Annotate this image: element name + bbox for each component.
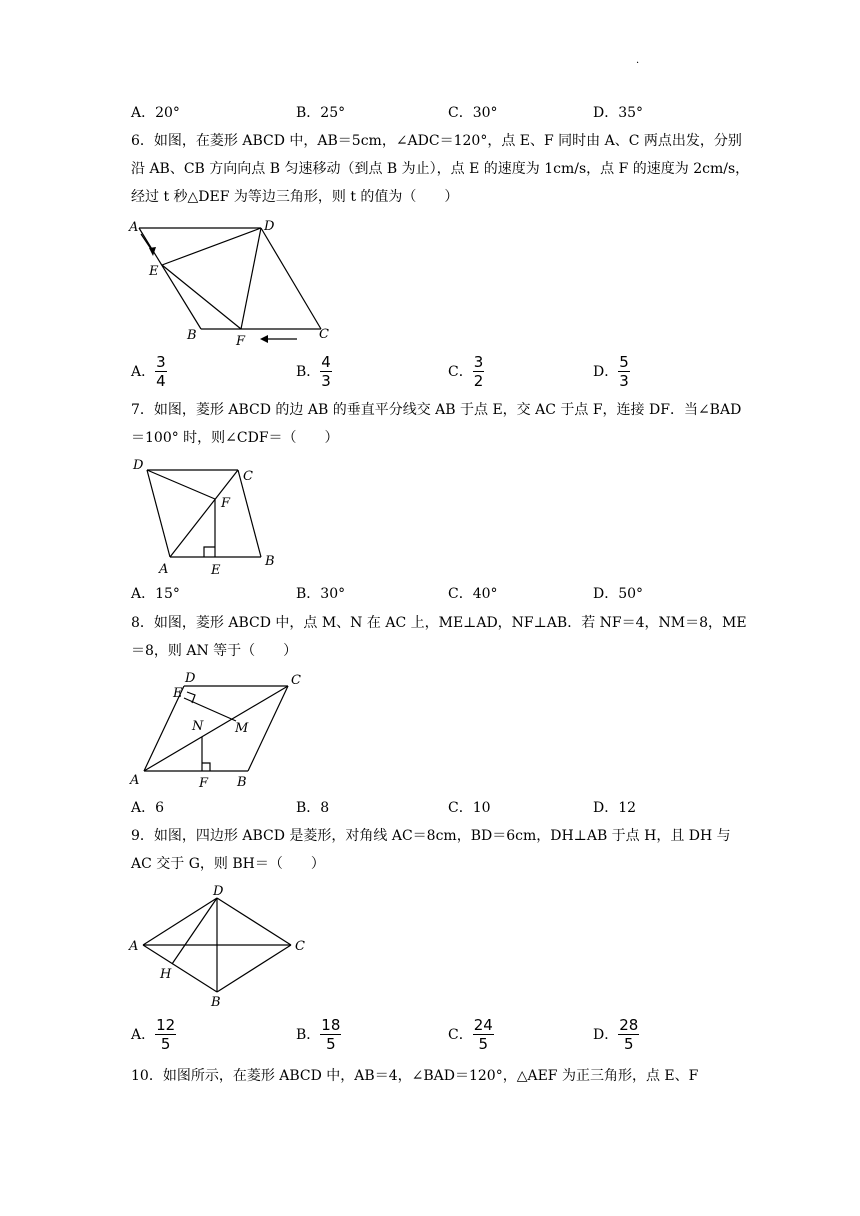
q8-label-m: M xyxy=(235,721,249,736)
q7-label-e: E xyxy=(211,563,221,578)
q9-option-c: C． $\frac{24}{5}$ xyxy=(448,1016,493,1053)
q6-label-d: D xyxy=(264,219,275,234)
q8-line-1: 8．如图，菱形 ABCD 中，点 M、N 在 AC 上，ME⊥AD，NF⊥AB．若 NF＝4，NM＝8，ME xyxy=(131,615,747,631)
q8-option-c: C．10 xyxy=(448,800,491,816)
q7-option-d: D．50° xyxy=(593,586,644,602)
q7-figure xyxy=(125,455,290,580)
q10-line-1: 10．如图所示，在菱形 ABCD 中，AB＝4，∠BAD＝120°，△AEF 为正三角形，点 E、F xyxy=(131,1068,699,1084)
q9-option-a: A． $\frac{12}{5}$ xyxy=(131,1016,176,1053)
q5-option-d: D．35° xyxy=(593,105,644,121)
q6-label-e: E xyxy=(149,264,159,279)
q7-label-d: D xyxy=(133,458,144,473)
q7-label-c: C xyxy=(243,469,253,484)
q7-option-b: B．30° xyxy=(296,586,346,602)
q6-line-3: 经过 t 秒△DEF 为等边三角形，则 t 的值为（ ） xyxy=(131,189,459,205)
q7-option-c: C．40° xyxy=(448,586,498,602)
q8-option-b: B．8 xyxy=(296,800,330,816)
q7-option-a: A．15° xyxy=(131,586,180,602)
q5-option-c: C．30° xyxy=(448,105,498,121)
q8-label-f: F xyxy=(199,776,209,791)
q9-line-2: AC 交于 G，则 BH＝（ ） xyxy=(131,856,325,872)
q6-label-a: A xyxy=(129,220,139,235)
arrow-left-icon xyxy=(260,335,268,343)
q7-line-2: ＝100° 时，则∠CDF＝（ ） xyxy=(131,430,339,446)
page-mark: · xyxy=(636,58,640,69)
q7-label-f: F xyxy=(221,496,231,511)
q8-label-b: B xyxy=(237,775,247,790)
q8-option-a: A．6 xyxy=(131,800,165,816)
q6-line-2: 沿 AB、CB 方向向点 B 匀速移动（到点 B 为止），点 E 的速度为 1cm/s，点 F 的速度为 2cm/s， xyxy=(131,161,750,177)
q5-option-a: A．20° xyxy=(131,105,180,121)
q9-line-1: 9．如图，四边形 ABCD 是菱形，对角线 AC＝8cm，BD＝6cm，DH⊥AB 于点 H，且 DH 与 xyxy=(131,828,731,844)
q8-label-e: E xyxy=(173,686,183,701)
q9-label-a: A xyxy=(129,939,139,954)
q7-label-a: A xyxy=(159,562,169,577)
q9-label-c: C xyxy=(295,939,305,954)
q6-option-d: D． $\frac{5}{3}$ xyxy=(593,353,629,390)
q6-label-b: B xyxy=(187,328,197,343)
q9-option-b: B． $\frac{18}{5}$ xyxy=(296,1016,341,1053)
q9-label-d: D xyxy=(213,884,224,899)
q7-line-1: 7．如图，菱形 ABCD 的边 AB 的垂直平分线交 AB 于点 E，交 AC 于点 F，连接 DF．当∠BAD xyxy=(131,402,742,418)
q8-line-2: ＝8，则 AN 等于（ ） xyxy=(131,643,298,659)
q8-label-a: A xyxy=(130,773,140,788)
q6-option-c: C． $\frac{3}{2}$ xyxy=(448,353,484,390)
q9-label-b: B xyxy=(211,995,221,1010)
q6-figure xyxy=(125,212,345,352)
q8-label-n: N xyxy=(192,719,204,734)
q9-figure xyxy=(125,880,320,1010)
q9-option-d: D． $\frac{28}{5}$ xyxy=(593,1016,639,1053)
q6-label-f: F xyxy=(236,334,246,349)
q7-label-b: B xyxy=(265,554,275,569)
q8-option-d: D．12 xyxy=(593,800,637,816)
q9-label-h: H xyxy=(160,967,172,982)
q6-option-a: A． $\frac{3}{4}$ xyxy=(131,353,166,390)
q6-line-1: 6．如图，在菱形 ABCD 中，AB＝5cm，∠ADC＝120°，点 E、F 同时由 A、C 两点出发，分别 xyxy=(131,133,742,149)
q5-option-b: B．25° xyxy=(296,105,346,121)
q8-label-d: D xyxy=(185,671,196,686)
q6-label-c: C xyxy=(319,327,329,342)
q6-option-b: B． $\frac{4}{3}$ xyxy=(296,353,331,390)
q8-label-c: C xyxy=(291,673,301,688)
q8-figure xyxy=(125,666,310,791)
